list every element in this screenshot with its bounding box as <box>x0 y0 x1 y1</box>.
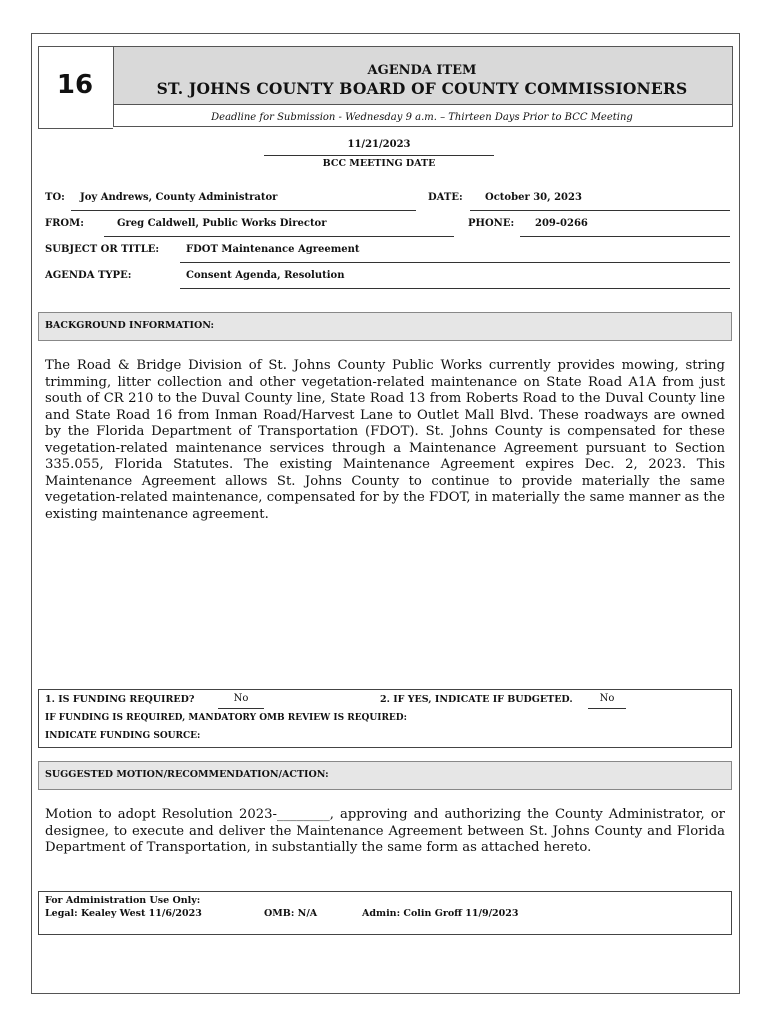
agenda-type-underline <box>180 288 730 289</box>
header-board-title: ST. JOHNS COUNTY BOARD OF COUNTY COMMISSIONERS <box>156 79 688 98</box>
date-label: DATE: <box>428 192 463 203</box>
subject-value: FDOT Maintenance Agreement <box>186 244 360 255</box>
budgeted-value: No <box>599 693 615 704</box>
omb-review-note: IF FUNDING IS REQUIRED, MANDATORY OMB REVIEW IS REQUIRED: <box>45 713 407 723</box>
funding-source-label: INDICATE FUNDING SOURCE: <box>45 731 201 741</box>
from-value: Greg Caldwell, Public Works Director <box>117 218 327 229</box>
agenda-type-value: Consent Agenda, Resolution <box>186 270 345 281</box>
meeting-date-label: BCC MEETING DATE <box>322 158 436 169</box>
subject-label: SUBJECT OR TITLE: <box>45 244 160 255</box>
motion-title: SUGGESTED MOTION/RECOMMENDATION/ACTION: <box>45 769 329 780</box>
to-underline <box>71 210 416 211</box>
funding-required-value: No <box>233 693 249 704</box>
to-value: Joy Andrews, County Administrator <box>80 192 278 203</box>
legal-signoff: Legal: Kealey West 11/6/2023 <box>45 908 202 919</box>
meeting-date: 11/21/2023 <box>347 139 411 150</box>
background-text: The Road & Bridge Division of St. Johns County Public Works currently provides mowing, string trimming, litter collection and other vegetation-related maintenance on State Road A1A from just south of CR 210 to the Duval County line, State Road 13 from Roberts Road to the Duval County line and State Road 16 from Inman Road/Harvest Lane to Outlet Mall Blvd. These roadways are owned by the Florida Department of Transportation (FDOT). St. Johns County is compensated for these vegetation-related maintenance services through a Maintenance Agreement pursuant to Section 335.055, Florida Statutes. The existing Maintenance Agreement expires Dec. 2, 2023. This Maintenance Agreement allows St. Johns County to continue to provide materially the same vegetation-related maintenance, compensated for by the FDOT, in materially the same manner as the existing maintenance agreement. <box>45 358 725 522</box>
motion-text: Motion to adopt Resolution 2023-________, approving and authorizing the County Administrator, or designee, to execute and deliver the Maintenance Agreement between St. Johns County and Florida Department of Transportation, in substantially the same form as attached hereto. <box>45 807 725 855</box>
date-value: October 30, 2023 <box>485 192 582 203</box>
to-label: TO: <box>45 192 65 203</box>
from-label: FROM: <box>45 218 84 229</box>
agenda-type-label: AGENDA TYPE: <box>45 270 132 281</box>
background-title: BACKGROUND INFORMATION: <box>45 320 215 331</box>
phone-value: 209-0266 <box>535 218 588 229</box>
phone-underline <box>520 236 730 237</box>
deadline-note: Deadline for Submission - Wednesday 9 a.m. – Thirteen Days Prior to BCC Meeting <box>211 112 633 123</box>
funding-required-label: 1. IS FUNDING REQUIRED? <box>45 694 195 705</box>
from-underline <box>104 236 454 237</box>
admin-signoff: Admin: Colin Groff 11/9/2023 <box>362 908 519 919</box>
budgeted-underline <box>588 708 626 709</box>
item-number: 16 <box>56 70 94 100</box>
admin-title: For Administration Use Only: <box>45 895 201 906</box>
header-agenda-item: AGENDA ITEM <box>367 63 477 78</box>
phone-label: PHONE: <box>468 218 515 229</box>
date-underline <box>470 210 730 211</box>
omb-signoff: OMB: N/A <box>264 908 318 919</box>
meeting-date-line <box>264 155 494 156</box>
subject-underline <box>180 262 730 263</box>
budgeted-label: 2. IF YES, INDICATE IF BUDGETED. <box>380 694 573 705</box>
funding-required-underline <box>218 708 264 709</box>
